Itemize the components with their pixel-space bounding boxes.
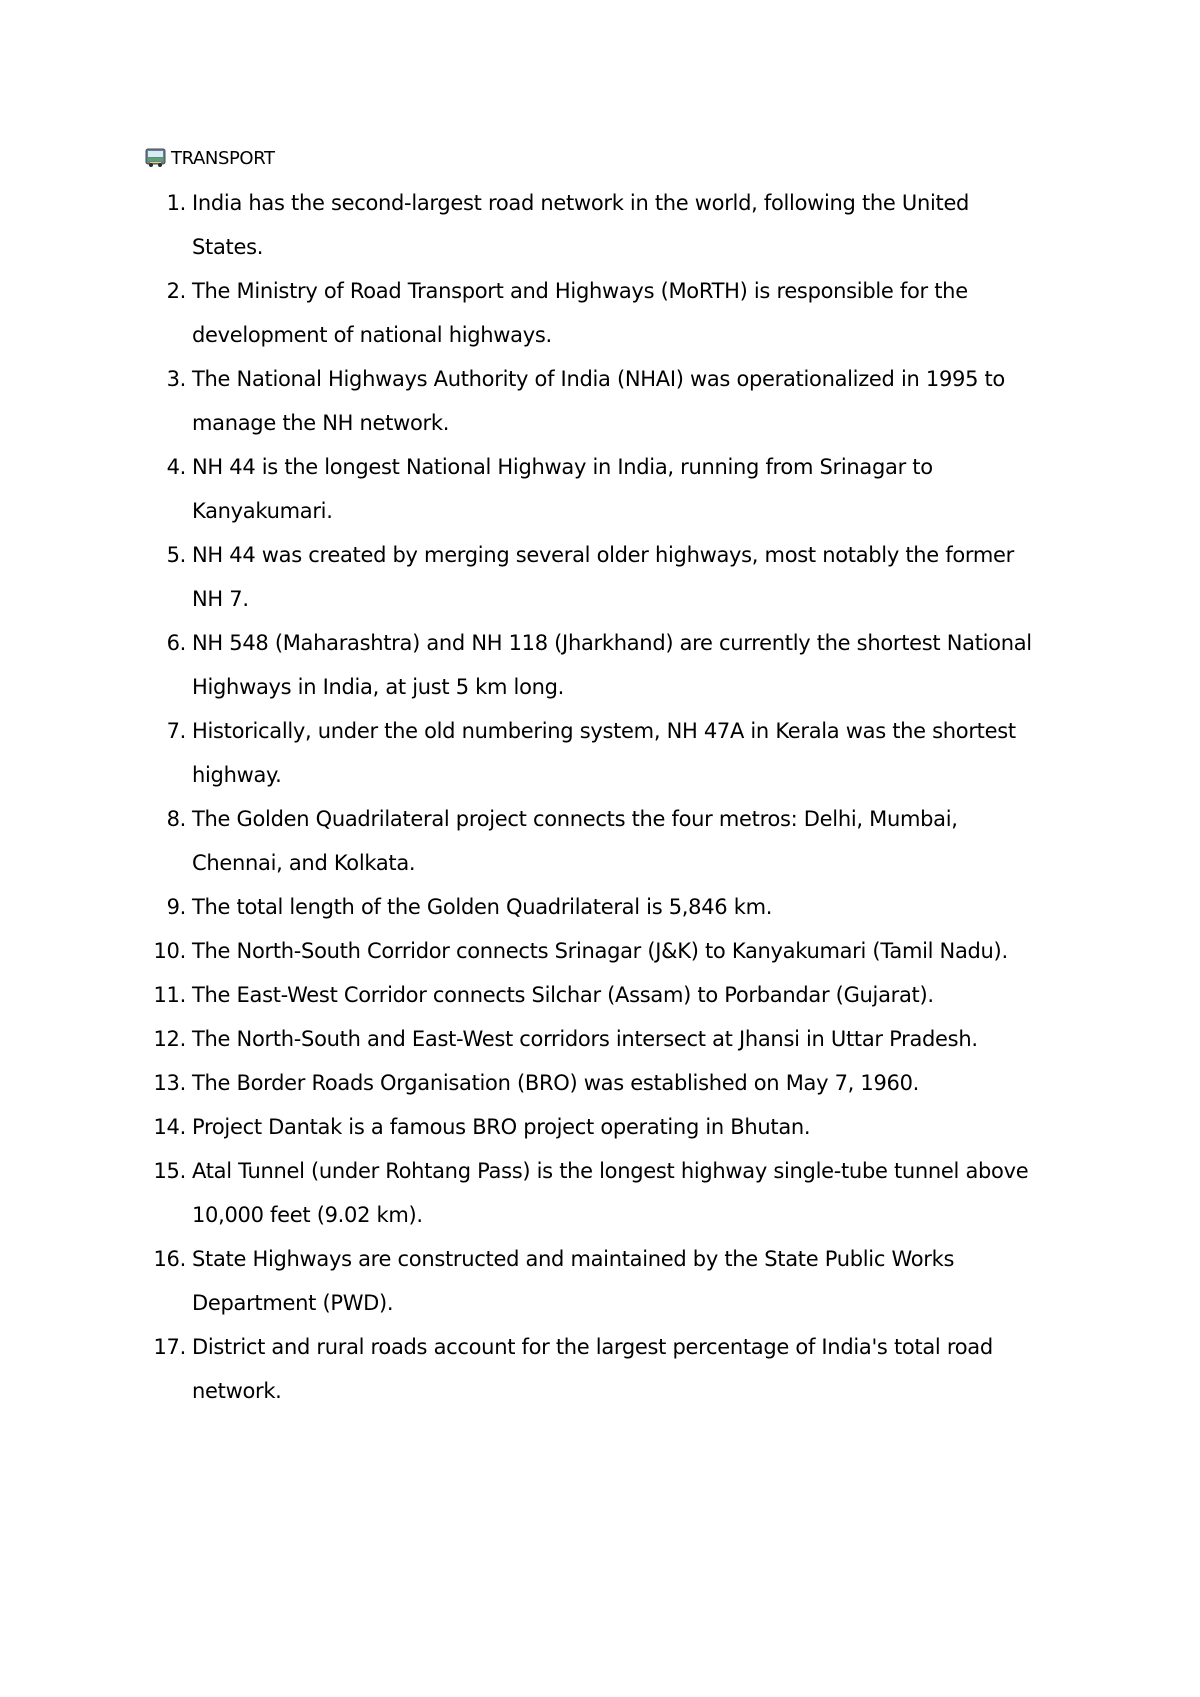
list-item-text: The North-South Corridor connects Srinagar (J&K) to Kanyakumari (Tamil Nadu). — [192, 939, 1008, 963]
fact-list — [140, 181, 1040, 1413]
list-item-number: 12. — [153, 1027, 186, 1051]
list-item — [140, 929, 1040, 973]
list-item-number: 1. — [166, 191, 186, 215]
list-item-number: 3. — [166, 367, 186, 391]
list-item — [140, 973, 1040, 1017]
list-item-text: The East-West Corridor connects Silchar (Assam) to Porbandar (Gujarat). — [192, 983, 934, 1007]
list-item-number: 10. — [153, 939, 186, 963]
list-item — [140, 1061, 1040, 1105]
list-item-number: 16. — [153, 1247, 186, 1271]
list-item-text: The National Highways Authority of India (NHAI) was operationalized in 1995 to manage the NH network. — [192, 367, 1005, 435]
heading-title: TRANSPORT — [171, 147, 275, 169]
list-item-text: Atal Tunnel (under Rohtang Pass) is the longest highway single-tube tunnel above 10,000 feet (9.02 km). — [192, 1159, 1029, 1227]
list-item-number: 7. — [166, 719, 186, 743]
list-item — [140, 885, 1040, 929]
list-item — [140, 1325, 1040, 1413]
list-item-number: 9. — [166, 895, 186, 919]
list-item-number: 4. — [166, 455, 186, 479]
list-item-text: The Border Roads Organisation (BRO) was established on May 7, 1960. — [192, 1071, 920, 1095]
list-item-text: NH 44 is the longest National Highway in India, running from Srinagar to Kanyakumari. — [192, 455, 933, 523]
section-heading — [145, 146, 275, 170]
list-item — [140, 1105, 1040, 1149]
list-item-number: 8. — [166, 807, 186, 831]
list-item-text: The total length of the Golden Quadrilateral is 5,846 km. — [192, 895, 773, 919]
list-item — [140, 621, 1040, 709]
list-item-text: Project Dantak is a famous BRO project operating in Bhutan. — [192, 1115, 811, 1139]
bus-icon — [145, 148, 166, 168]
list-item — [140, 1017, 1040, 1061]
list-item-number: 2. — [166, 279, 186, 303]
list-item-number: 17. — [153, 1335, 186, 1359]
list-item-number: 11. — [153, 983, 186, 1007]
list-item-number: 13. — [153, 1071, 186, 1095]
list-item-text: The Golden Quadrilateral project connects the four metros: Delhi, Mumbai, Chennai, and Kolkata. — [192, 807, 958, 875]
list-item — [140, 1149, 1040, 1237]
list-item — [140, 445, 1040, 533]
list-item — [140, 1237, 1040, 1325]
list-item-text: State Highways are constructed and maintained by the State Public Works Department (PWD). — [192, 1247, 955, 1315]
list-item-text: NH 44 was created by merging several older highways, most notably the former NH 7. — [192, 543, 1014, 611]
list-item — [140, 533, 1040, 621]
list-item-text: Historically, under the old numbering system, NH 47A in Kerala was the shortest highway. — [192, 719, 1016, 787]
list-item-text: The North-South and East-West corridors intersect at Jhansi in Uttar Pradesh. — [192, 1027, 978, 1051]
list-item-text: India has the second-largest road network in the world, following the United States. — [192, 191, 970, 259]
list-item — [140, 797, 1040, 885]
list-item — [140, 709, 1040, 797]
list-item — [140, 181, 1040, 269]
list-item-text: The Ministry of Road Transport and Highways (MoRTH) is responsible for the development of national highways. — [192, 279, 968, 347]
list-item-text: NH 548 (Maharashtra) and NH 118 (Jharkhand) are currently the shortest National Highways in India, at just 5 km long. — [192, 631, 1032, 699]
list-item-number: 5. — [166, 543, 186, 567]
list-item — [140, 269, 1040, 357]
list-item-number: 6. — [166, 631, 186, 655]
list-item — [140, 357, 1040, 445]
list-item-number: 14. — [153, 1115, 186, 1139]
list-item-number: 15. — [153, 1159, 186, 1183]
list-item-text: District and rural roads account for the largest percentage of India's total road network. — [192, 1335, 993, 1403]
